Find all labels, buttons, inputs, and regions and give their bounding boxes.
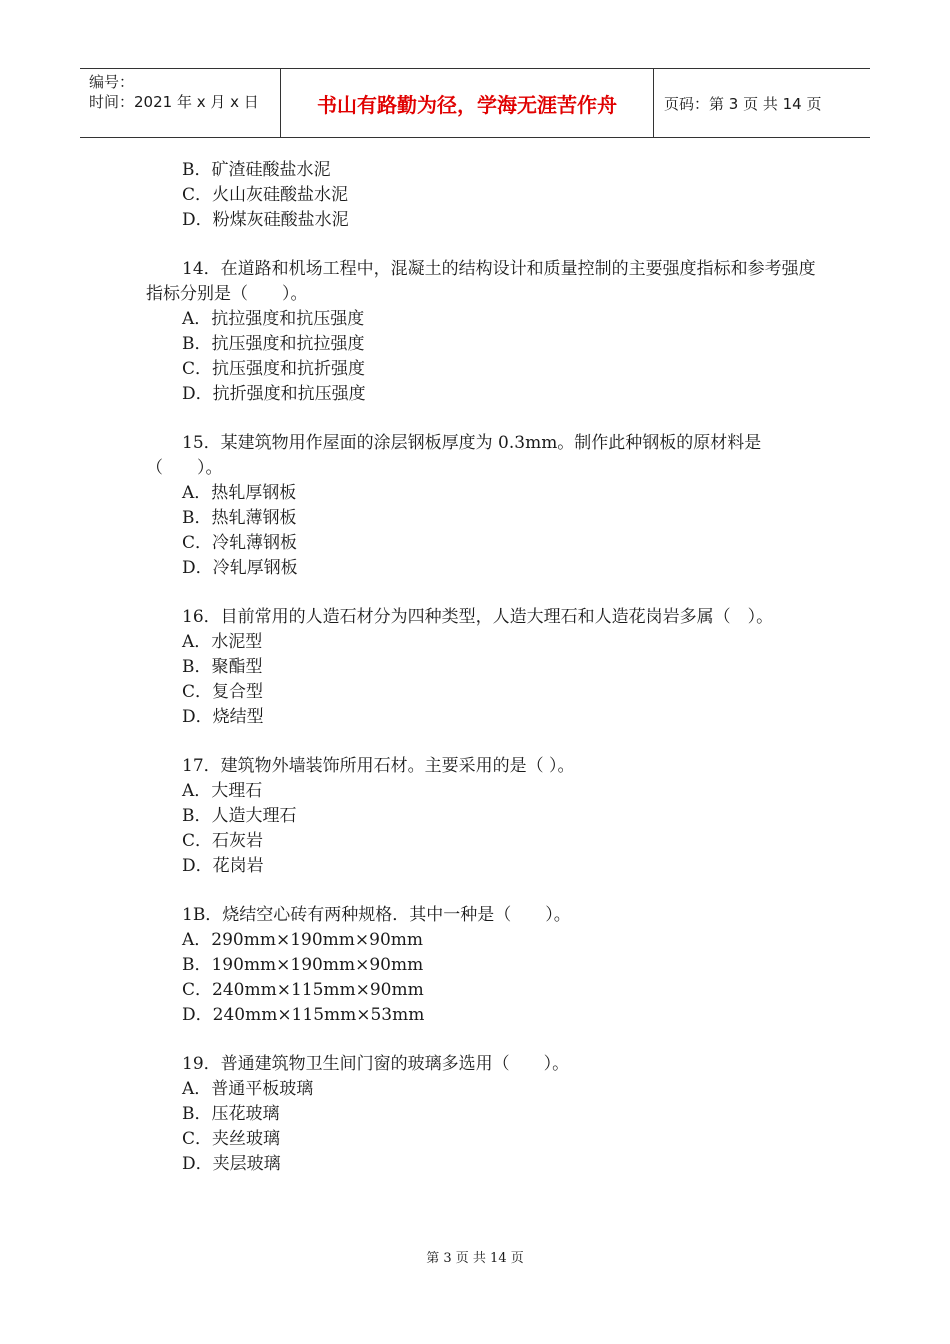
question-text: 16．目前常用的人造石材分为四种类型，人造大理石和人造花岗岩多属（ ）。 [182,607,774,627]
question-18 [146,903,816,1028]
option: B．热轧薄钢板 [182,508,297,528]
question-15 [146,431,816,581]
code-label: 编号： [89,73,135,91]
header-motto: 书山有路勤为径，学海无涯苦作舟 [281,69,654,137]
option: D．夹层玻璃 [182,1154,281,1174]
option: A．水泥型 [182,632,263,652]
option: C．240mm×115mm×90mm [182,980,424,1000]
question-text: 15．某建筑物用作屋面的涂层钢板厚度为 0.3mm。制作此种钢板的原材料是（ ）。 [146,433,762,478]
option: D．烧结型 [182,707,264,727]
option: B．矿渣硅酸盐水泥 [182,160,331,180]
option: A．热轧厚钢板 [182,483,297,503]
option: A．抗拉强度和抗压强度 [182,309,365,329]
option: C．石灰岩 [182,831,264,851]
option: A．普通平板玻璃 [182,1079,314,1099]
page-header [80,68,870,138]
time-label: 时间：2021 年 x 月 x 日 [89,93,259,111]
option: C．火山灰硅酸盐水泥 [182,185,349,205]
option: D．240mm×115mm×53mm [182,1005,425,1025]
page-footer: 第 3 页 共 14 页 [426,1251,524,1266]
option: D．花岗岩 [182,856,264,876]
option: D．粉煤灰硅酸盐水泥 [182,210,349,230]
question-16 [146,605,816,730]
option: C．冷轧薄钢板 [182,533,298,553]
header-meta [80,69,281,137]
question-14 [146,257,816,407]
option: C．复合型 [182,682,264,702]
option: B．抗压强度和抗拉强度 [182,334,365,354]
option: A．290mm×190mm×90mm [182,930,424,950]
option: A．大理石 [182,781,263,801]
header-page-number: 页码：第 3 页 共 14 页 [664,94,822,113]
option: B．压花玻璃 [182,1104,280,1124]
question-17 [146,754,816,879]
option: B．聚酯型 [182,657,263,677]
previous-question-options [146,158,816,233]
option: B．人造大理石 [182,806,297,826]
option: C．抗压强度和抗折强度 [182,359,366,379]
option: D．抗折强度和抗压强度 [182,384,366,404]
document-body [146,158,816,1177]
question-19 [146,1052,816,1177]
option: B．190mm×190mm×90mm [182,955,424,975]
option: C．夹丝玻璃 [182,1129,281,1149]
option: D．冷轧厚钢板 [182,558,298,578]
question-text: 17．建筑物外墙装饰所用石材。主要采用的是（ ）。 [182,756,575,776]
question-text: 14．在道路和机场工程中，混凝土的结构设计和质量控制的主要强度指标和参考强度指标分别是（ ）。 [146,259,816,304]
question-text: 1B．烧结空心砖有两种规格．其中一种是（ ）。 [182,905,571,925]
question-text: 19．普通建筑物卫生间门窗的玻璃多选用（ ）。 [182,1054,570,1074]
